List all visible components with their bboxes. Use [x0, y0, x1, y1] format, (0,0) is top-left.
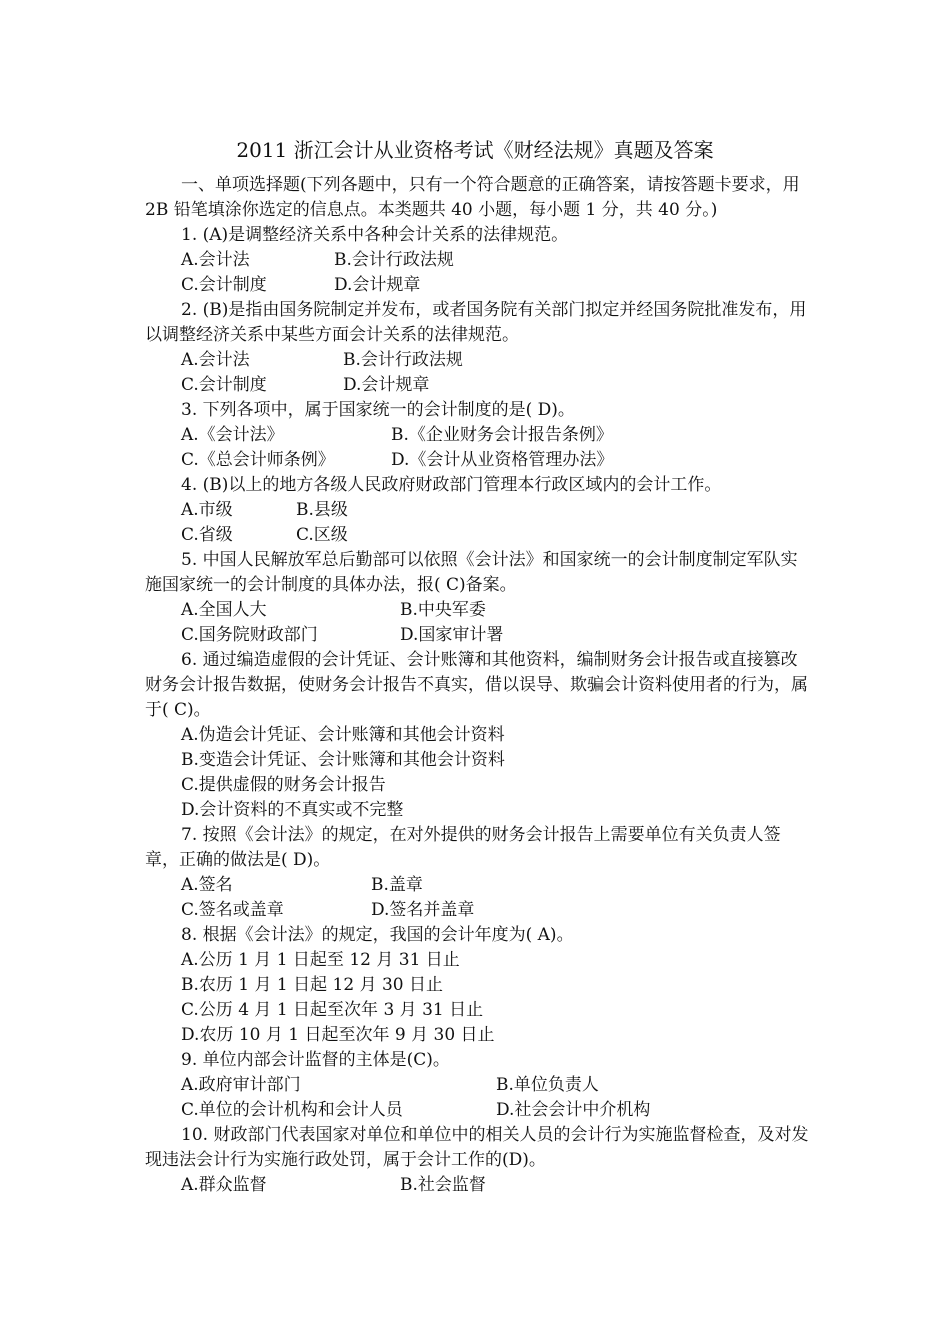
- question-7-stem: 7. 按照《会计法》的规定，在对外提供的财务会计报告上需要单位有关负责人签章，正确的做法是( D)。: [145, 825, 781, 870]
- question-1-option-d: D.会计规章: [334, 275, 421, 295]
- question-9-option-c: C.单位的会计机构和会计人员: [181, 1100, 403, 1120]
- question-8-option-d: D.农历 10 月 1 日起至次年 9 月 30 日止: [181, 1025, 495, 1045]
- question-4-options-row-2: [145, 523, 810, 548]
- question-9-stem: 9. 单位内部会计监督的主体是(C)。: [181, 1050, 450, 1070]
- question-5-options-row-1: [145, 598, 810, 623]
- question-9-option-b: B.单位负责人: [496, 1075, 599, 1095]
- question-9-option-d: D.社会会计中介机构: [496, 1100, 651, 1120]
- question-6-stem: 6. 通过编造虚假的会计凭证、会计账簿和其他资料，编制财务会计报告或直接篡改财务会计报告数据，使财务会计报告不真实，借以误导、欺骗会计资料使用者的行为，属于( C)。: [145, 650, 808, 720]
- question-2-stem: 2. (B)是指由国务院制定并发布，或者国务院有关部门拟定并经国务院批准发布，用以调整经济关系中某些方面会计关系的法律规范。: [145, 300, 807, 345]
- section-intro: 一、单项选择题(下列各题中，只有一个符合题意的正确答案，请按答题卡要求，用 2B 铅笔填涂你选定的信息点。本类题共 40 小题，每小题 1 分，共 40 分。): [145, 175, 800, 220]
- question-5-option-d: D.国家审计署: [400, 625, 504, 645]
- question-5-option-c: C.国务院财政部门: [181, 625, 318, 645]
- question-5-option-b: B.中央军委: [400, 600, 486, 620]
- question-6-option-b: B.变造会计凭证、会计账簿和其他会计资料: [181, 750, 505, 770]
- question-1-options-row-1: [145, 248, 810, 273]
- question-6-option-d: D.会计资料的不真实或不完整: [181, 800, 404, 820]
- question-8-option-c: C.公历 4 月 1 日起至次年 3 月 31 日止: [181, 1000, 484, 1020]
- question-8-option-b: B.农历 1 月 1 日起 12 月 30 日止: [181, 975, 444, 995]
- question-1-options-row-2: [145, 273, 810, 298]
- question-9-options-row-1: [145, 1073, 810, 1098]
- question-2-option-a: A.会计法: [181, 350, 250, 370]
- question-10-option-b: B.社会监督: [400, 1175, 486, 1195]
- question-2-option-c: C.会计制度: [181, 375, 267, 395]
- question-1-stem: 1. (A)是调整经济关系中各种会计关系的法律规范。: [181, 225, 569, 245]
- question-5-stem: 5. 中国人民解放军总后勤部可以依照《会计法》和国家统一的会计制度制定军队实施国家统一的会计制度的具体办法，报( C)备案。: [145, 550, 798, 595]
- question-1-option-c: C.会计制度: [181, 275, 267, 295]
- question-6-option-a: A.伪造会计凭证、会计账簿和其他会计资料: [181, 725, 505, 745]
- question-9-options-row-2: [145, 1098, 810, 1123]
- question-3-option-c: C.《总会计师条例》: [181, 450, 335, 470]
- question-3-option-b: B.《企业财务会计报告条例》: [391, 425, 613, 445]
- question-2-option-b: B.会计行政法规: [343, 350, 463, 370]
- question-5-options-row-2: [145, 623, 810, 648]
- question-4-options-row-1: [145, 498, 810, 523]
- question-4-stem: 4. (B)以上的地方各级人民政府财政部门管理本行政区域内的会计工作。: [181, 475, 722, 495]
- question-6-option-c: C.提供虚假的财务会计报告: [181, 775, 386, 795]
- question-3-option-a: A.《会计法》: [181, 425, 284, 445]
- question-7-option-b: B.盖章: [371, 875, 423, 895]
- question-8-option-a: A.公历 1 月 1 日起至 12 月 31 日止: [181, 950, 460, 970]
- question-4-option-d: C.区级: [296, 525, 348, 545]
- question-2-option-d: D.会计规章: [343, 375, 430, 395]
- question-8-stem: 8. 根据《会计法》的规定，我国的会计年度为( A)。: [181, 925, 574, 945]
- question-7-options-row-1: [145, 873, 810, 898]
- question-2-options-row-1: [145, 348, 810, 373]
- question-3-options-row-2: [145, 448, 810, 473]
- question-9-option-a: A.政府审计部门: [181, 1075, 301, 1095]
- question-4-option-b: B.县级: [296, 500, 348, 520]
- question-1-option-b: B.会计行政法规: [334, 250, 454, 270]
- document-body: [145, 173, 810, 1198]
- question-7-option-d: D.签名并盖章: [371, 900, 475, 920]
- question-7-options-row-2: [145, 898, 810, 923]
- question-10-option-a: A.群众监督: [181, 1175, 267, 1195]
- question-3-stem: 3. 下列各项中，属于国家统一的会计制度的是( D)。: [181, 400, 575, 420]
- question-1-option-a: A.会计法: [181, 250, 250, 270]
- question-3-option-d: D.《会计从业资格管理办法》: [391, 450, 614, 470]
- question-7-option-a: A.签名: [181, 875, 233, 895]
- question-3-options-row-1: [145, 423, 810, 448]
- question-4-option-c: C.省级: [181, 525, 233, 545]
- question-2-options-row-2: [145, 373, 810, 398]
- document-title: 2011 浙江会计从业资格考试《财经法规》真题及答案: [236, 138, 714, 162]
- question-4-option-a: A.市级: [181, 500, 233, 520]
- question-7-option-c: C.签名或盖章: [181, 900, 284, 920]
- question-5-option-a: A.全国人大: [181, 600, 267, 620]
- question-10-options-row-1: [145, 1173, 810, 1198]
- question-10-stem: 10. 财政部门代表国家对单位和单位中的相关人员的会计行为实施监督检查，及对发现违法会计行为实施行政处罚，属于会计工作的(D)。: [145, 1125, 809, 1170]
